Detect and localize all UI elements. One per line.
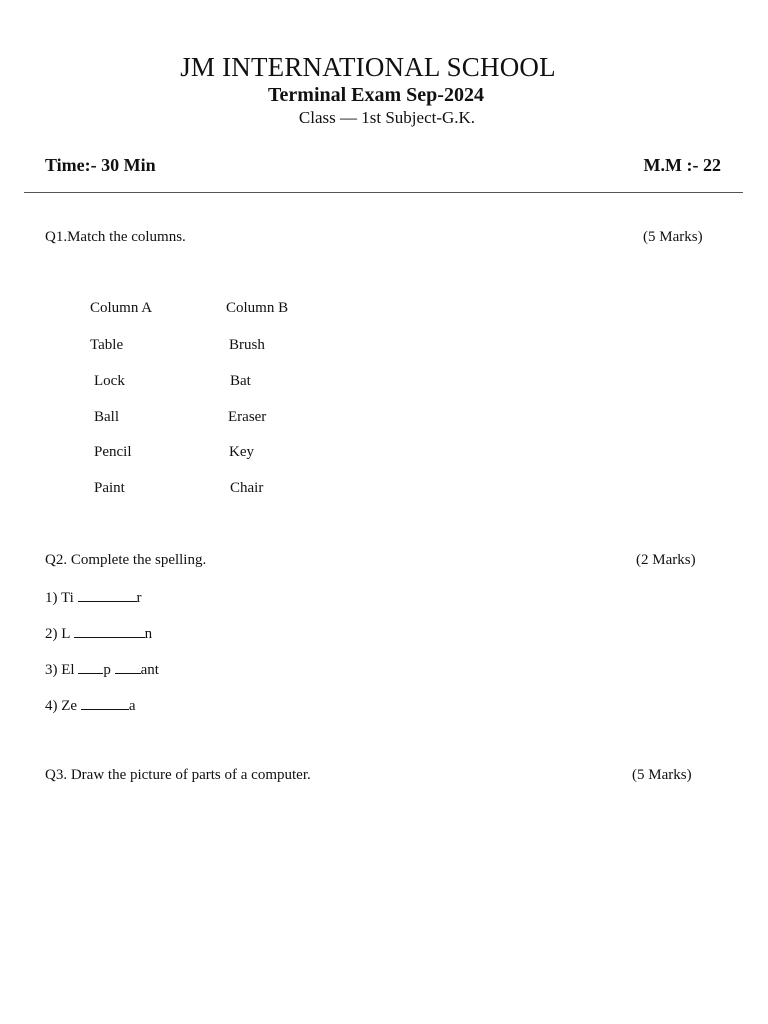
column-a-item: Paint xyxy=(94,480,125,496)
school-name: JM INTERNATIONAL SCHOOL xyxy=(180,52,556,82)
word-part: n xyxy=(144,626,153,642)
fill-in-blank[interactable] xyxy=(74,624,145,638)
word-part: Ze xyxy=(61,698,78,714)
q2-text: Q2. Complete the spelling. xyxy=(45,552,207,568)
q3-marks: (5 Marks) xyxy=(632,767,692,783)
column-a-item: Pencil xyxy=(94,444,132,460)
item-number: 2) xyxy=(45,626,58,642)
column-a-item: Table xyxy=(90,337,124,353)
word-part: Ti xyxy=(60,590,74,606)
column-a-header: Column A xyxy=(90,300,153,316)
word-part: El xyxy=(61,662,75,678)
time-allowed: Time:- 30 Min xyxy=(45,155,156,175)
spelling-item-4 xyxy=(45,696,136,715)
item-number: 1) xyxy=(45,590,58,606)
word-part: p xyxy=(103,662,111,678)
q2-marks: (2 Marks) xyxy=(636,552,696,568)
column-b-header: Column B xyxy=(226,300,289,316)
word-part: L xyxy=(61,626,70,642)
spelling-item-2 xyxy=(45,624,152,643)
column-b-item: Chair xyxy=(230,480,264,496)
maximum-marks: M.M :- 22 xyxy=(643,155,721,175)
word-part: r xyxy=(136,590,142,606)
fill-in-blank[interactable] xyxy=(81,696,129,710)
q3-text: Q3. Draw the picture of parts of a computer. xyxy=(45,767,311,783)
spelling-item-1 xyxy=(45,588,142,607)
exam-title: Terminal Exam Sep-2024 xyxy=(268,84,484,106)
column-b-item: Bat xyxy=(230,373,251,389)
q1-text: Q1.Match the columns. xyxy=(45,229,186,245)
column-b-item: Eraser xyxy=(228,409,267,425)
word-part: a xyxy=(128,698,136,714)
fill-in-blank[interactable] xyxy=(115,660,141,674)
column-b-item: Brush xyxy=(229,337,265,353)
word-part: ant xyxy=(140,662,159,678)
fill-in-blank[interactable] xyxy=(78,660,103,674)
spelling-item-3 xyxy=(45,660,159,679)
item-number: 3) xyxy=(45,662,58,678)
item-number: 4) xyxy=(45,698,58,714)
class-subject: Class — 1st Subject-G.K. xyxy=(298,108,476,127)
column-b-item: Key xyxy=(229,444,254,460)
column-a-item: Lock xyxy=(94,373,125,389)
header-divider xyxy=(24,192,743,193)
q1-marks: (5 Marks) xyxy=(643,229,703,245)
fill-in-blank[interactable] xyxy=(78,588,137,602)
column-a-item: Ball xyxy=(94,409,119,425)
